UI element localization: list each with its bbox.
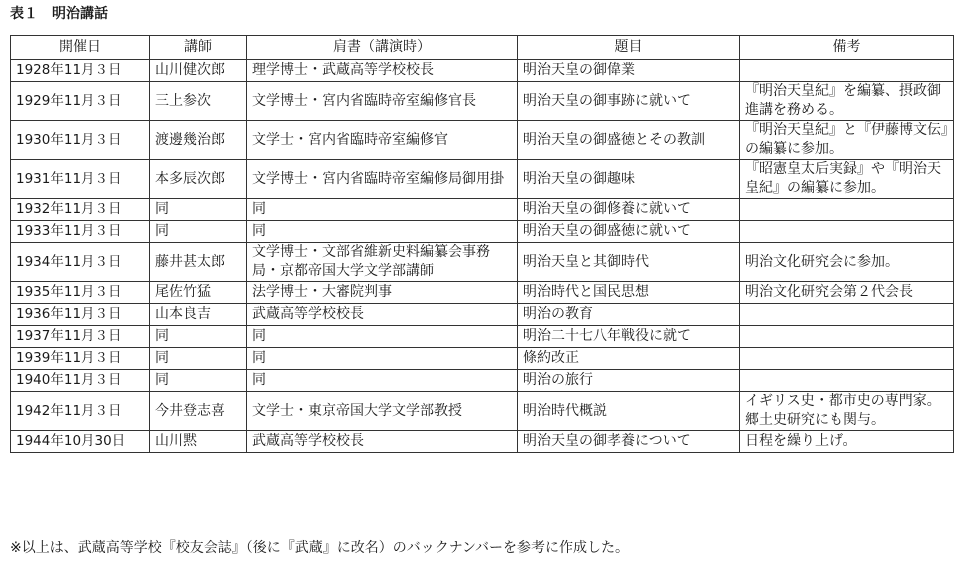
- table-row: [11, 370, 954, 392]
- cell-position: 法学博士・大審院判事: [247, 282, 518, 304]
- table-row: [11, 282, 954, 304]
- cell-lecturer: 尾佐竹猛: [150, 282, 247, 304]
- cell-topic: 明治時代概説: [518, 392, 740, 431]
- cell-remarks: [740, 326, 954, 348]
- cell-topic: 明治天皇の御趣味: [518, 160, 740, 199]
- cell-date: 1928年11月３日: [11, 60, 150, 82]
- table-row: [11, 221, 954, 243]
- cell-topic: 明治天皇の御盛徳に就いて: [518, 221, 740, 243]
- cell-date: 1942年11月３日: [11, 392, 150, 431]
- column-header-title-position: 肩書（講演時）: [247, 36, 518, 60]
- cell-lecturer: 同: [150, 348, 247, 370]
- cell-position: 文学士・東京帝国大学文学部教授: [247, 392, 518, 431]
- table-row: [11, 431, 954, 453]
- table-row: [11, 392, 954, 431]
- cell-topic: 明治の旅行: [518, 370, 740, 392]
- cell-topic: 條約改正: [518, 348, 740, 370]
- table-row: [11, 199, 954, 221]
- cell-lecturer: 同: [150, 199, 247, 221]
- cell-position: 武蔵高等学校校長: [247, 304, 518, 326]
- lecture-table: [10, 35, 954, 453]
- cell-date: 1932年11月３日: [11, 199, 150, 221]
- cell-position: 同: [247, 221, 518, 243]
- cell-date: 1940年11月３日: [11, 370, 150, 392]
- cell-position: 同: [247, 348, 518, 370]
- cell-topic: 明治二十七八年戦役に就て: [518, 326, 740, 348]
- cell-remarks: [740, 199, 954, 221]
- column-header-topic: 題目: [518, 36, 740, 60]
- cell-lecturer: 同: [150, 221, 247, 243]
- cell-lecturer: 本多辰次郎: [150, 160, 247, 199]
- table-row: [11, 60, 954, 82]
- table-row: [11, 243, 954, 282]
- cell-remarks: 『昭憲皇太后実録』や『明治天皇紀』の編纂に参加。: [740, 160, 954, 199]
- cell-position: 文学博士・宮内省臨時帝室編修官長: [247, 82, 518, 121]
- cell-topic: 明治天皇と其御時代: [518, 243, 740, 282]
- cell-lecturer: 今井登志喜: [150, 392, 247, 431]
- cell-topic: 明治天皇の御事跡に就いて: [518, 82, 740, 121]
- cell-topic: 明治天皇の御偉業: [518, 60, 740, 82]
- table-body: [11, 60, 954, 453]
- cell-position: 文学博士・宮内省臨時帝室編修局御用掛: [247, 160, 518, 199]
- cell-topic: 明治天皇の御盛徳とその教訓: [518, 121, 740, 160]
- cell-lecturer: 山本良吉: [150, 304, 247, 326]
- cell-topic: 明治天皇の御修養に就いて: [518, 199, 740, 221]
- column-header-lecturer: 講師: [150, 36, 247, 60]
- cell-date: 1936年11月３日: [11, 304, 150, 326]
- cell-lecturer: 三上参次: [150, 82, 247, 121]
- cell-lecturer: 同: [150, 326, 247, 348]
- cell-remarks: 『明治天皇紀』を編纂、摂政御進講を務める。: [740, 82, 954, 121]
- cell-position: 文学博士・文部省維新史料編纂会事務局・京都帝国大学文学部講師: [247, 243, 518, 282]
- cell-position: 同: [247, 370, 518, 392]
- cell-date: 1937年11月３日: [11, 326, 150, 348]
- cell-position: 文学士・宮内省臨時帝室編修官: [247, 121, 518, 160]
- table-header-row: [11, 36, 954, 60]
- cell-remarks: [740, 304, 954, 326]
- cell-lecturer: 渡邊幾治郎: [150, 121, 247, 160]
- cell-date: 1939年11月３日: [11, 348, 150, 370]
- cell-lecturer: 山川黙: [150, 431, 247, 453]
- cell-date: 1935年11月３日: [11, 282, 150, 304]
- cell-remarks: [740, 348, 954, 370]
- cell-lecturer: 藤井甚太郎: [150, 243, 247, 282]
- cell-topic: 明治時代と国民思想: [518, 282, 740, 304]
- table-row: [11, 348, 954, 370]
- cell-remarks: 明治文化研究会第２代会長: [740, 282, 954, 304]
- cell-lecturer: 山川健次郎: [150, 60, 247, 82]
- cell-remarks: 日程を繰り上げ。: [740, 431, 954, 453]
- table-row: [11, 121, 954, 160]
- column-header-date: 開催日: [11, 36, 150, 60]
- cell-remarks: [740, 370, 954, 392]
- cell-date: 1929年11月３日: [11, 82, 150, 121]
- cell-topic: 明治天皇の御孝養について: [518, 431, 740, 453]
- cell-date: 1930年11月３日: [11, 121, 150, 160]
- cell-lecturer: 同: [150, 370, 247, 392]
- cell-position: 理学博士・武蔵高等学校校長: [247, 60, 518, 82]
- cell-position: 武蔵高等学校校長: [247, 431, 518, 453]
- table-caption: 表１ 明治講話: [10, 6, 108, 22]
- table-row: [11, 160, 954, 199]
- cell-date: 1933年11月３日: [11, 221, 150, 243]
- cell-remarks: [740, 60, 954, 82]
- cell-date: 1931年11月３日: [11, 160, 150, 199]
- table-row: [11, 82, 954, 121]
- table-row: [11, 304, 954, 326]
- cell-topic: 明治の教育: [518, 304, 740, 326]
- cell-remarks: [740, 221, 954, 243]
- table-row: [11, 326, 954, 348]
- column-header-remarks: 備考: [740, 36, 954, 60]
- cell-remarks: 明治文化研究会に参加。: [740, 243, 954, 282]
- cell-date: 1934年11月３日: [11, 243, 150, 282]
- cell-remarks: イギリス史・都市史の専門家。郷土史研究にも関与。: [740, 392, 954, 431]
- cell-remarks: 『明治天皇紀』と『伊藤博文伝』の編纂に参加。: [740, 121, 954, 160]
- cell-date: 1944年10月30日: [11, 431, 150, 453]
- table-footnote: ※以上は、武蔵高等学校『校友会誌』（後に『武蔵』に改名）のバックナンバーを参考に作成した。: [10, 540, 630, 556]
- cell-position: 同: [247, 199, 518, 221]
- cell-position: 同: [247, 326, 518, 348]
